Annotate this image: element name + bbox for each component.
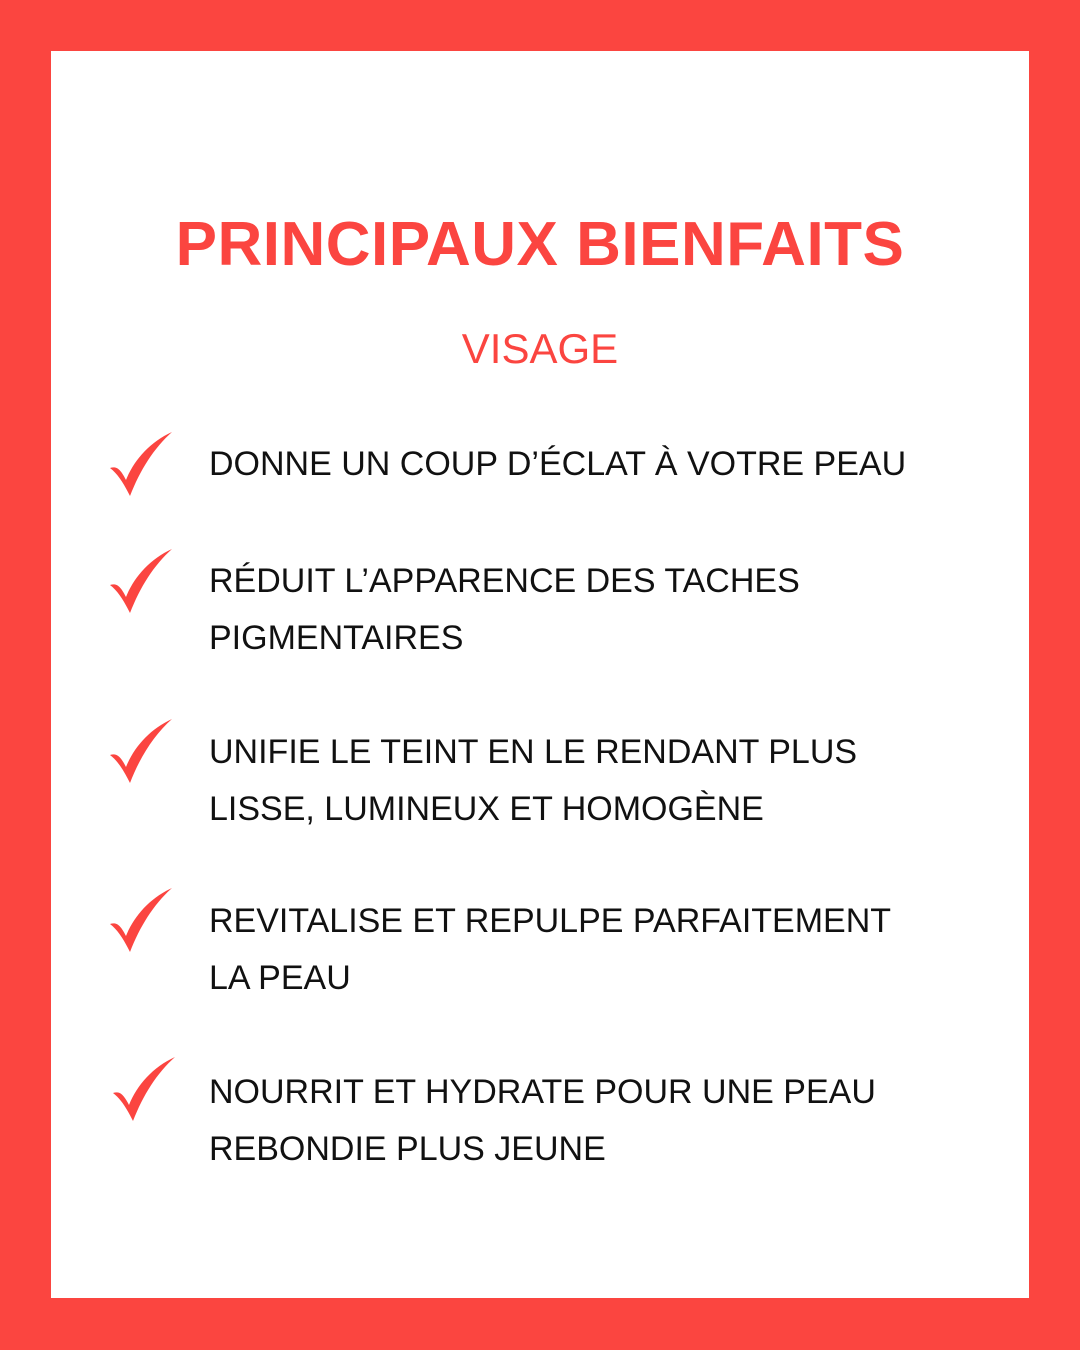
checkmark-icon — [108, 719, 174, 785]
checkmark-icon — [108, 549, 174, 615]
benefit-text: NOURRIT ET HYDRATE POUR UNE PEAU — [209, 1073, 876, 1111]
checkmark-icon — [108, 888, 174, 954]
benefit-text: DONNE UN COUP D’ÉCLAT À VOTRE PEAU — [209, 445, 907, 483]
checkmark-icon — [108, 432, 174, 498]
benefit-text: PIGMENTAIRES — [209, 619, 464, 657]
benefit-text: REVITALISE ET REPULPE PARFAITEMENT — [209, 902, 892, 940]
page-subtitle: VISAGE — [461, 325, 619, 372]
benefit-text: LA PEAU — [209, 959, 351, 997]
benefit-text: RÉDUIT L’APPARENCE DES TACHES — [209, 562, 800, 600]
checkmark-icon — [111, 1057, 177, 1123]
benefit-text: LISSE, LUMINEUX ET HOMOGÈNE — [209, 790, 764, 828]
page-title: PRINCIPAUX BIENFAITS — [175, 210, 905, 279]
benefit-text: REBONDIE PLUS JEUNE — [209, 1130, 606, 1168]
benefit-text: UNIFIE LE TEINT EN LE RENDANT PLUS — [209, 733, 858, 771]
